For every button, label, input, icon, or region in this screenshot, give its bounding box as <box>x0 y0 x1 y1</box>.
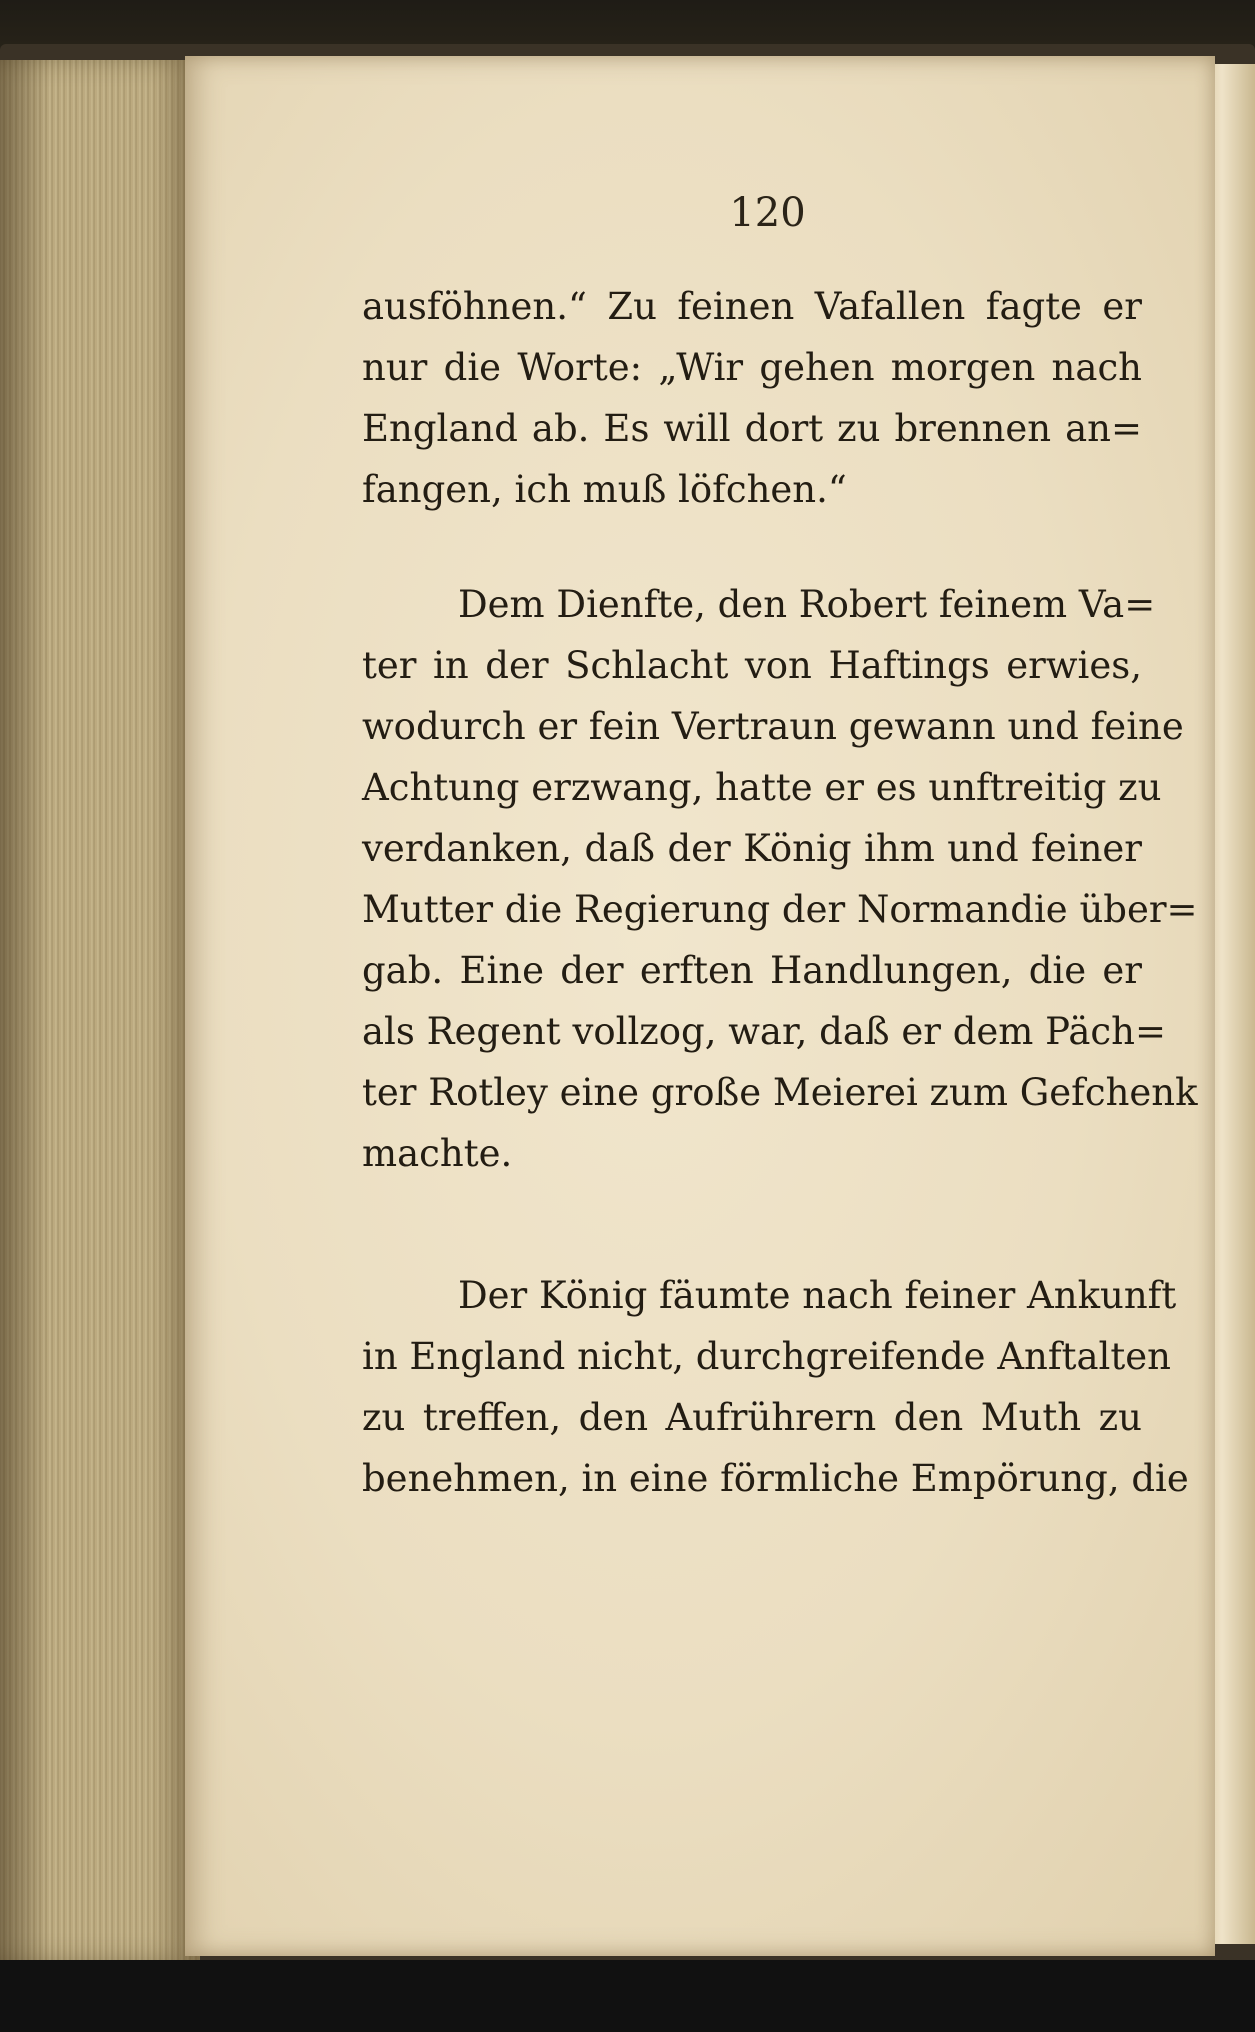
paragraph-2 <box>362 574 1198 1184</box>
text-line: Mutter die Regierung der Normandie über= <box>362 888 1198 931</box>
text-line: nur die Worte: „Wir gehen morgen nach <box>362 346 1142 389</box>
text-line: Der König fäumte nach feiner Ankunft <box>458 1274 1177 1317</box>
text-line: ter Rotley eine große Meierei zum Gefchenk <box>362 1071 1198 1114</box>
text-line: ter in der Schlacht von Haftings erwies, <box>362 644 1142 687</box>
text-line: als Regent vollzog, war, daß er dem Päch= <box>362 1010 1166 1053</box>
text-line: benehmen, in eine förmliche Empörung, die <box>362 1457 1189 1500</box>
text-line: Achtung erzwang, hatte er es unftreitig zu <box>362 766 1162 809</box>
page-number: 120 <box>729 190 806 236</box>
backdrop-bottom <box>0 1960 1255 2032</box>
text-line: zu treffen, den Aufrührern den Muth zu <box>362 1396 1142 1439</box>
text-line: in England nicht, durchgreifende Anftalten <box>362 1335 1171 1378</box>
text-line: machte. <box>362 1132 513 1175</box>
text-line: Dem Dienfte, den Robert feinem Va= <box>458 583 1156 626</box>
text-line: fangen, ich muß löfchen.“ <box>362 468 847 511</box>
text-line: verdanken, daß der König ihm und feiner <box>362 827 1142 870</box>
page-edges <box>0 60 200 1960</box>
text-line: England ab. Es will dort zu brennen an= <box>362 407 1142 450</box>
text-line: gab. Eine der erften Handlungen, die er <box>362 949 1142 992</box>
paragraph-1 <box>362 276 1142 520</box>
paragraph-3 <box>362 1265 1189 1509</box>
text-line: wodurch er fein Vertraun gewann und feine <box>362 705 1184 748</box>
text-line: ausföhnen.“ Zu feinen Vafallen fagte er <box>362 285 1142 328</box>
